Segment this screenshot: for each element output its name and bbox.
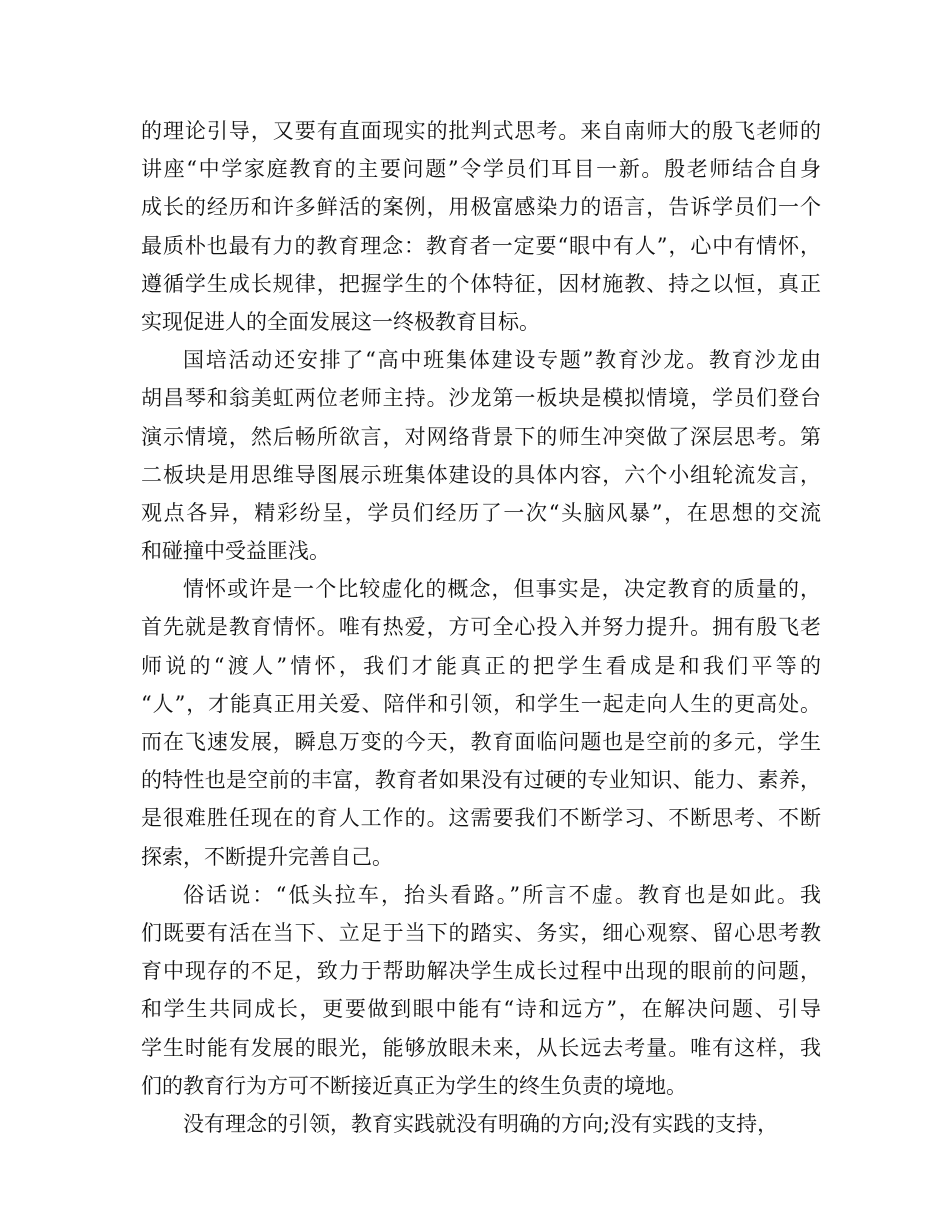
text-line: 首先就是教育情怀。唯有热爱，方可全心投入并努力提升。拥有殷飞老 [141,615,821,640]
text-line: 的特性也是空前的丰富，教育者如果没有过硬的专业知识、能力、素养， [141,768,821,793]
text-line: 没有理念的引领，教育实践就没有明确的方向;没有实践的支持， [183,1111,779,1136]
paragraph [141,570,821,876]
text-line: 实现促进人的全面发展这一终极教育目标。 [141,309,540,334]
text-line: 国培活动还安排了“高中班集体建设专题”教育沙龙。教育沙龙由 [183,348,821,373]
text-line: 和碰撞中受益匪浅。 [141,539,330,564]
paragraph [141,876,821,1105]
text-line: 观点各异，精彩纷呈，学员们经历了一次“头脑风暴”，在思想的交流 [141,500,821,525]
text-line: 成长的经历和许多鲜活的案例，用极富感染力的语言，告诉学员们一个 [141,195,821,220]
paragraph [141,341,821,570]
text-line: 而在飞速发展，瞬息万变的今天，教育面临问题也是空前的多元，学生 [141,730,821,754]
text-line: 育中现存的不足，致力于帮助解决学生成长过程中出现的眼前的问题， [141,959,821,984]
text-line: 胡昌琴和翁美虹两位老师主持。沙龙第一板块是模拟情境，学员们登台 [141,386,821,411]
text-line: 讲座“中学家庭教育的主要问题”令学员们耳目一新。殷老师结合自身 [141,157,821,182]
text-line: 学生时能有发展的眼光，能够放眼未来，从长远去考量。唯有这样，我 [141,1035,821,1060]
text-line: 遵循学生成长规律，把握学生的个体特征，因材施教、持之以恒，真正 [141,271,821,296]
paragraph [141,112,821,341]
text-line: 和学生共同成长，更要做到眼中能有“诗和远方”，在解决问题、引导 [141,997,821,1022]
text-line: 们既要有活在当下、立足于当下的踏实、务实，细心观察、留心思考教 [141,920,821,945]
text-line: 师说的“渡人”情怀，我们才能真正的把学生看成是和我们平等的 [141,653,821,678]
text-line: 演示情境，然后畅所欲言，对网络背景下的师生冲突做了深层思考。第 [141,424,821,449]
text-line: 的理论引导，又要有直面现实的批判式思考。来自南师大的殷飞老师的 [141,119,821,143]
text-line: “人”，才能真正用关爱、陪伴和引领，和学生一起走向人生的更高处。 [141,691,821,716]
paragraph [141,1105,821,1143]
text-line: 俗话说：“低头拉车，抬头看路。”所言不虚。教育也是如此。我 [183,882,821,907]
text-line: 探索，不断提升完善自己。 [141,844,393,869]
text-line: 二板块是用思维导图展示班集体建设的具体内容，六个小组轮流发言， [141,462,821,487]
text-line: 最质朴也最有力的教育理念：教育者一定要“眼中有人”，心中有情怀， [141,233,821,258]
document-body [141,112,821,1143]
text-line: 情怀或许是一个比较虚化的概念，但事实是，决定教育的质量的， [183,577,821,602]
text-line: 们的教育行为方可不断接近真正为学生的终生负责的境地。 [141,1073,687,1098]
text-line: 是很难胜任现在的育人工作的。这需要我们不断学习、不断思考、不断 [141,806,821,831]
